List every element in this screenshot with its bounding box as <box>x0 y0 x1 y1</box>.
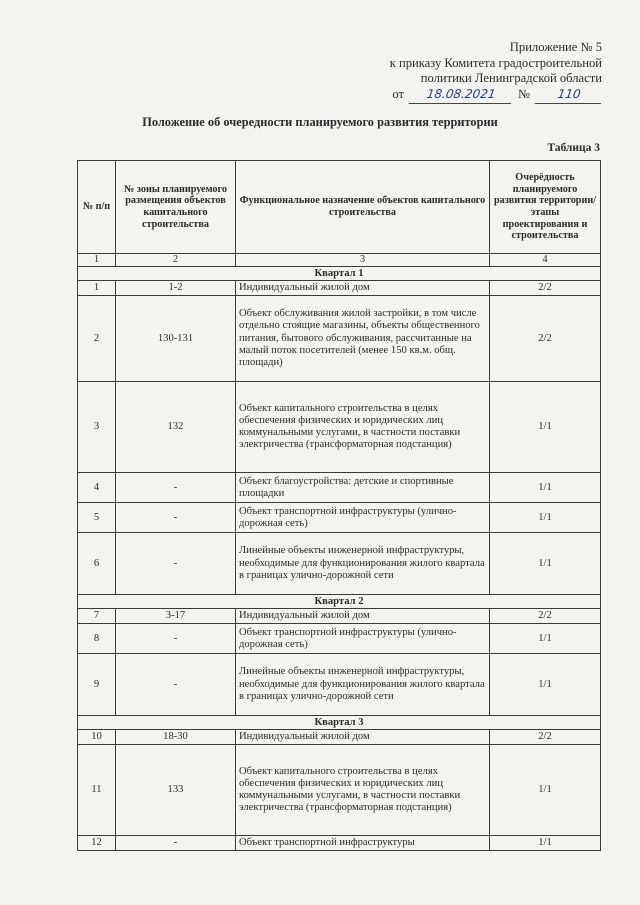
handwritten-number: 110 <box>535 87 603 104</box>
row-order: 1/1 <box>490 745 601 836</box>
index-cell: 1 <box>78 254 116 267</box>
from-label: от <box>392 86 404 101</box>
row-function: Индивидуальный жилой дом <box>236 281 490 296</box>
row-number: 10 <box>78 730 116 745</box>
row-function: Объект благоустройства: детские и спортивные площадки <box>236 473 490 503</box>
row-zone: - <box>116 503 236 533</box>
row-zone: 133 <box>116 745 236 836</box>
row-zone: - <box>116 836 236 851</box>
handwritten-date: 18.08.2021 <box>409 87 513 104</box>
row-function: Объект транспортной инфраструктуры <box>236 836 490 851</box>
table-row <box>78 624 601 654</box>
date-number-line <box>390 87 602 104</box>
row-number: 9 <box>78 654 116 716</box>
row-number: 4 <box>78 473 116 503</box>
row-zone: - <box>116 624 236 654</box>
table-row <box>78 654 601 716</box>
column-index-row <box>78 254 601 267</box>
row-zone: 18-30 <box>116 730 236 745</box>
table-row <box>78 382 601 473</box>
table-header-row <box>78 161 601 254</box>
table-row <box>78 281 601 296</box>
table-row <box>78 533 601 595</box>
approval-header <box>390 40 602 103</box>
index-cell: 2 <box>116 254 236 267</box>
row-number: 3 <box>78 382 116 473</box>
row-zone: - <box>116 473 236 503</box>
row-order: 1/1 <box>490 836 601 851</box>
row-order: 1/1 <box>490 382 601 473</box>
order-line-2: политики Ленинградской области <box>420 71 602 85</box>
row-function: Объект транспортной инфраструктуры (улично-дорожная сеть) <box>236 624 490 654</box>
header-function: Функциональное назначение объектов капитального строительства <box>236 161 490 254</box>
row-function: Объект капитального строительства в целях обеспечения физических и юридических лиц коммунальными услугами, в частности поставки электричества (трансформаторная подстанция) <box>236 382 490 473</box>
section-title: Квартал 1 <box>78 267 601 281</box>
header-order: Очерёдность планируемого развития территории/этапы проектирования и строительства <box>490 161 601 254</box>
row-order: 1/1 <box>490 473 601 503</box>
row-number: 2 <box>78 296 116 382</box>
section-row <box>78 716 601 730</box>
row-zone: 132 <box>116 382 236 473</box>
row-order: 1/1 <box>490 624 601 654</box>
section-title: Квартал 3 <box>78 716 601 730</box>
row-function: Линейные объекты инженерной инфраструктуры, необходимые для функционирования жилого квартала в границах улично-дорожной сети <box>236 654 490 716</box>
order-line-1: к приказу Комитета градостроительной <box>389 55 602 70</box>
table-row <box>78 745 601 836</box>
section-row <box>78 595 601 609</box>
row-zone: - <box>116 654 236 716</box>
row-function: Индивидуальный жилой дом <box>236 730 490 745</box>
row-zone: 130-131 <box>116 296 236 382</box>
row-function: Объект обслуживания жилой застройки, в том числе отдельно стоящие магазины, объекты общественного питания, бытового обслуживания, рассчитанные на малый поток посетителей (менее 150 кв.м. общ. площади) <box>236 296 490 382</box>
index-cell: 3 <box>236 254 490 267</box>
row-function: Линейные объекты инженерной инфраструктуры, необходимые для функционирования жилого квартала в границах улично-дорожной сети <box>236 533 490 595</box>
row-function: Объект транспортной инфраструктуры (улично-дорожная сеть) <box>236 503 490 533</box>
table-row <box>78 730 601 745</box>
row-order: 1/1 <box>490 533 601 595</box>
table-row <box>78 296 601 382</box>
number-label: № <box>517 86 530 101</box>
table-row <box>78 609 601 624</box>
row-number: 11 <box>78 745 116 836</box>
table-row <box>78 836 601 851</box>
row-order: 2/2 <box>490 730 601 745</box>
row-number: 8 <box>78 624 116 654</box>
row-number: 6 <box>78 533 116 595</box>
document-title: Положение об очередности планируемого развития территории <box>142 115 498 129</box>
row-order: 2/2 <box>490 609 601 624</box>
row-number: 12 <box>78 836 116 851</box>
table-label: Таблица 3 <box>547 142 600 154</box>
row-zone: 3-17 <box>116 609 236 624</box>
section-title: Квартал 2 <box>78 595 601 609</box>
row-function: Индивидуальный жилой дом <box>236 609 490 624</box>
row-zone: - <box>116 533 236 595</box>
priority-table <box>77 160 601 851</box>
row-function: Объект капитального строительства в целях обеспечения физических и юридических лиц коммунальными услугами, в частности поставки электричества (трансформаторная подстанция) <box>236 745 490 836</box>
row-number: 7 <box>78 609 116 624</box>
index-cell: 4 <box>490 254 601 267</box>
row-order: 1/1 <box>490 503 601 533</box>
section-row <box>78 267 601 281</box>
appendix-label: Приложение № 5 <box>509 40 602 54</box>
table-row <box>78 503 601 533</box>
header-number: № п/п <box>78 161 116 254</box>
row-number: 1 <box>78 281 116 296</box>
row-order: 1/1 <box>490 654 601 716</box>
row-order: 2/2 <box>490 296 601 382</box>
row-order: 2/2 <box>490 281 601 296</box>
header-zone: № зоны планируемого размещения объектов капитального строительства <box>116 161 236 254</box>
row-number: 5 <box>78 503 116 533</box>
table-row <box>78 473 601 503</box>
row-zone: 1-2 <box>116 281 236 296</box>
